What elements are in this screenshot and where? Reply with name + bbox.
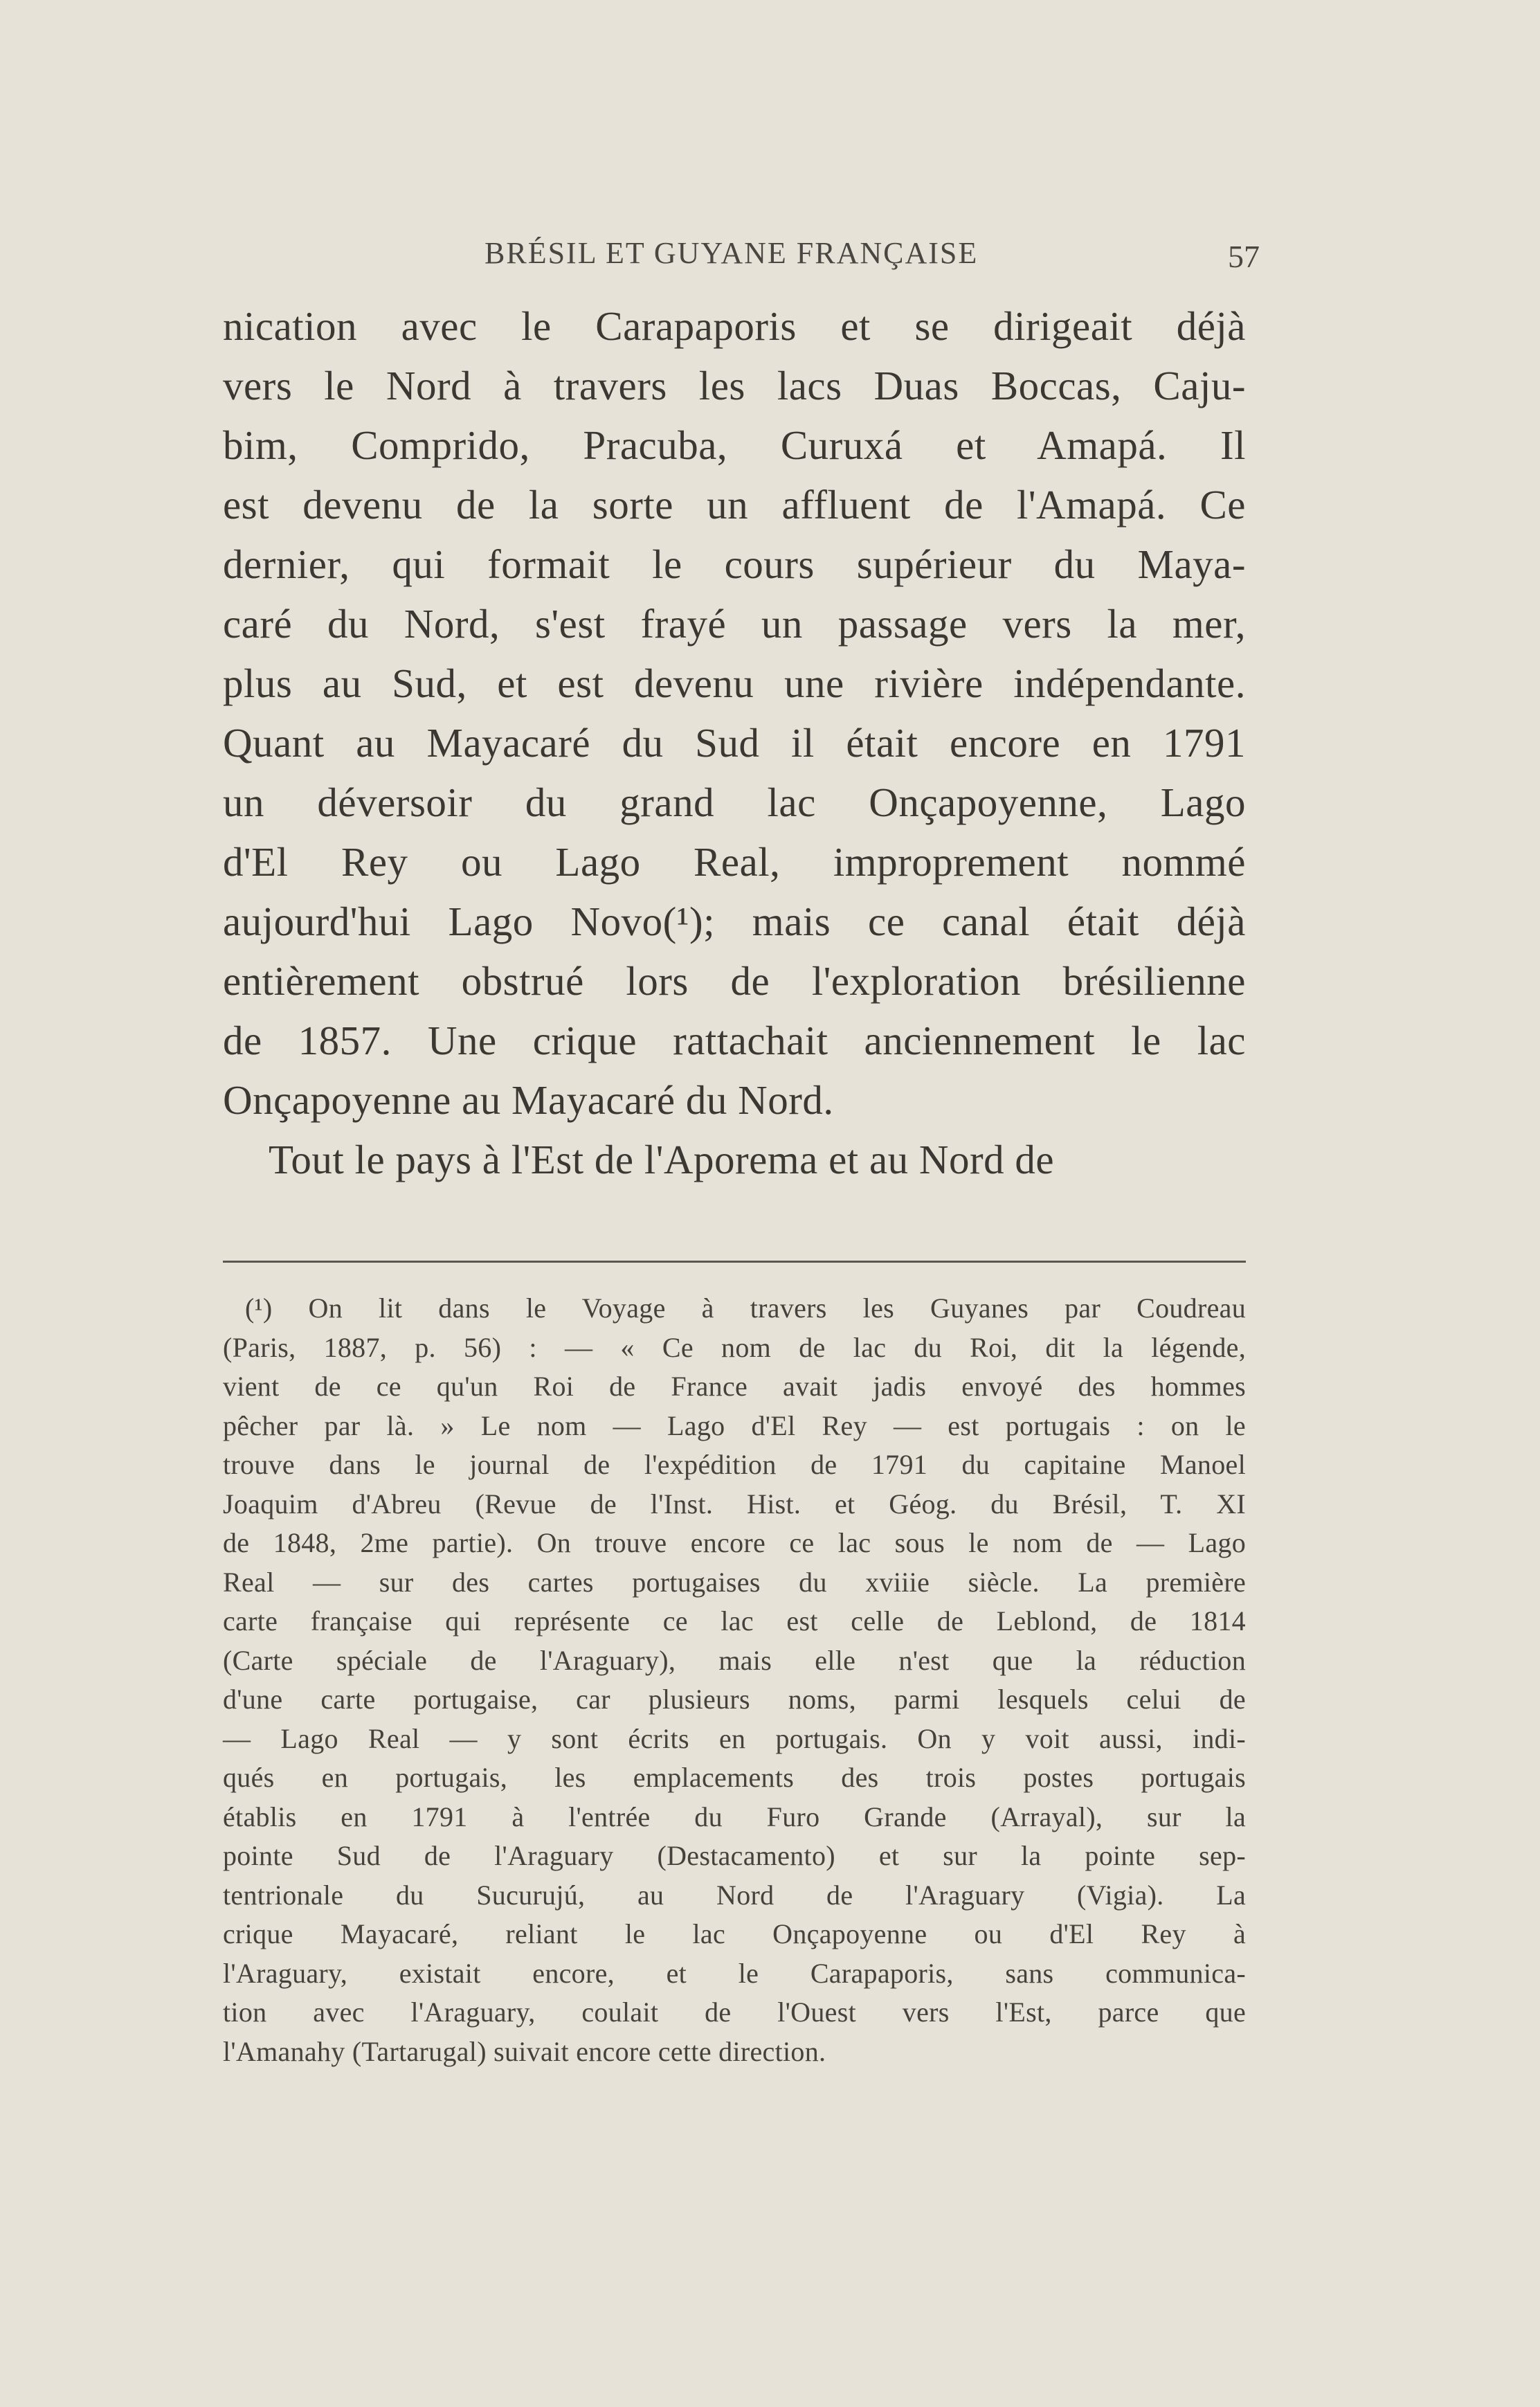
footnote-line: l'Araguary, existait encore, et le Carapaporis, sans communica- xyxy=(223,1957,1246,1989)
body-line: nication avec le Carapaporis et se dirigeait déjà xyxy=(223,303,1246,349)
footnote-line: pêcher par là. » Le nom — Lago d'El Rey — est portugais : on le xyxy=(223,1409,1246,1441)
footnote-line: (Carte spéciale de l'Araguary), mais elle n'est que la réduction xyxy=(223,1644,1246,1676)
footnote-line: tion avec l'Araguary, coulait de l'Ouest vers l'Est, parce que xyxy=(223,1996,1246,2028)
body-line: vers le Nord à travers les lacs Duas Boccas, Caju- xyxy=(223,363,1246,408)
footnote-line: d'une carte portugaise, car plusieurs noms, parmi lesquels celui de xyxy=(223,1684,1246,1715)
body-line: Tout le pays à l'Est de l'Aporema et au Nord de xyxy=(269,1137,1055,1182)
footnote-line: — Lago Real — y sont écrits en portugais. On y voit aussi, indi- xyxy=(223,1722,1246,1754)
footnote xyxy=(223,1289,1246,2071)
footnote-line: de 1848, 2me partie). On trouve encore ce lac sous le nom de — Lago xyxy=(223,1527,1246,1558)
body-line: Quant au Mayacaré du Sud il était encore en 1791 xyxy=(223,720,1246,766)
body-line: est devenu de la sorte un affluent de l'Amapá. Ce xyxy=(223,482,1246,528)
body-line: Onçapoyenne au Mayacaré du Nord. xyxy=(223,1077,834,1123)
body-text xyxy=(223,296,1246,1189)
footnote-line: (Paris, 1887, p. 56) : — « Ce nom de lac du Roi, dit la légende, xyxy=(223,1331,1246,1363)
footnote-line: trouve dans le journal de l'expédition de 1791 du capitaine Manoel xyxy=(223,1449,1246,1480)
footnote-line: pointe Sud de l'Araguary (Destacamento) et sur la pointe sep- xyxy=(223,1840,1246,1871)
body-line: entièrement obstrué lors de l'exploration brésilienne xyxy=(223,958,1246,1004)
footnote-line: crique Mayacaré, reliant le lac Onçapoyenne ou d'El Rey à xyxy=(223,1918,1246,1949)
body-line: plus au Sud, et est devenu une rivière indépendante. xyxy=(223,660,1246,706)
body-line: dernier, qui formait le cours supérieur du Maya- xyxy=(223,541,1246,587)
page-number: 57 xyxy=(1228,239,1260,274)
body-line: caré du Nord, s'est frayé un passage vers la mer, xyxy=(223,601,1246,647)
footnote-line: (¹) On lit dans le Voyage à travers les Guyanes par Coudreau xyxy=(245,1292,1246,1324)
body-line: d'El Rey ou Lago Real, improprement nommé xyxy=(223,839,1246,885)
running-head xyxy=(221,235,1260,277)
body-line: un déversoir du grand lac Onçapoyenne, Lago xyxy=(223,779,1246,825)
body-line: de 1857. Une crique rattachait anciennement le lac xyxy=(223,1018,1246,1063)
footnote-line: tentrionale du Sucurujú, au Nord de l'Araguary (Vigia). La xyxy=(223,1879,1246,1911)
footnote-line: Real — sur des cartes portugaises du xviiie siècle. La première xyxy=(223,1566,1246,1598)
footnote-line: établis en 1791 à l'entrée du Furo Grande (Arrayal), sur la xyxy=(223,1801,1246,1832)
footnote-line: qués en portugais, les emplacements des trois postes portugais xyxy=(223,1762,1246,1793)
running-title: BRÉSIL ET GUYANE FRANÇAISE xyxy=(484,236,979,270)
footnote-rule xyxy=(223,1261,1246,1263)
footnote-line: carte française qui représente ce lac est celle de Leblond, de 1814 xyxy=(223,1605,1246,1637)
footnote-line: l'Amanahy (Tartarugal) suivait encore cette direction. xyxy=(223,2035,826,2067)
body-line: aujourd'hui Lago Novo(¹); mais ce canal était déjà xyxy=(223,899,1246,944)
body-line: bim, Comprido, Pracuba, Curuxá et Amapá. Il xyxy=(223,422,1246,468)
footnote-line: Joaquim d'Abreu (Revue de l'Inst. Hist. et Géog. du Brésil, T. XI xyxy=(223,1488,1246,1520)
footnote-line: vient de ce qu'un Roi de France avait jadis envoyé des hommes xyxy=(223,1371,1246,1402)
